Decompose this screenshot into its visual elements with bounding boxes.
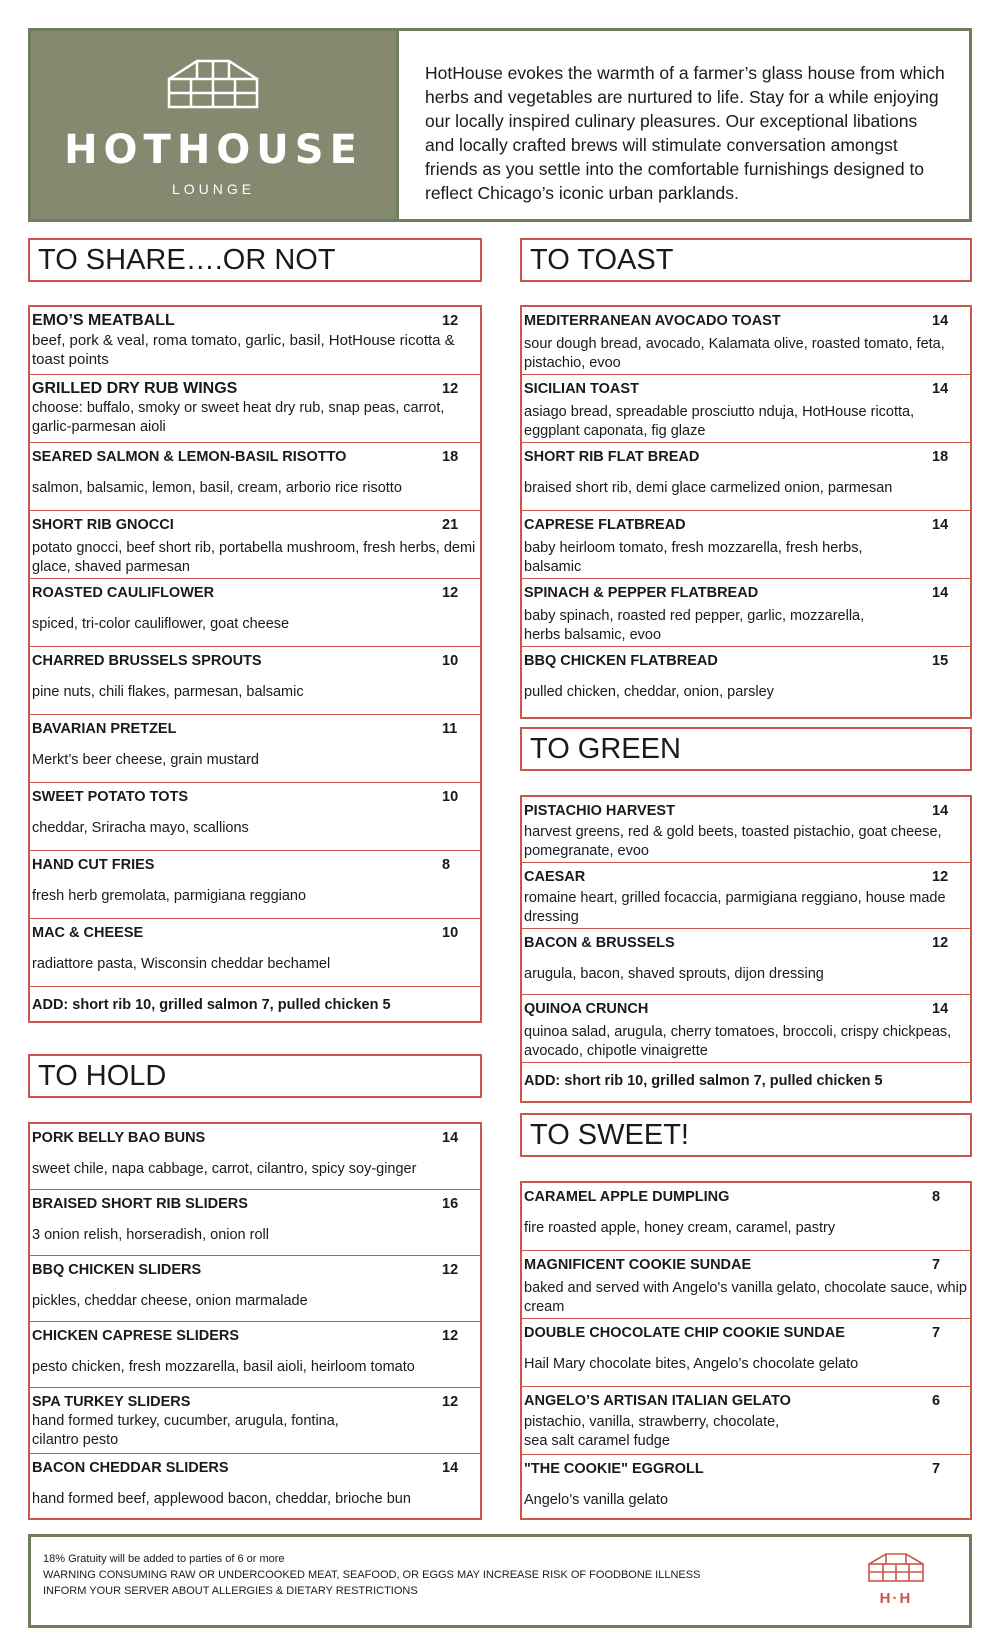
- menu-item: [30, 1190, 480, 1256]
- item-description: pesto chicken, fresh mozzarella, basil aioli, heirloom tomato: [32, 1359, 415, 1375]
- section-heading-toast: TO TOAST: [520, 238, 972, 282]
- menu-item: [30, 443, 480, 511]
- menu-item: [30, 1256, 480, 1322]
- item-description: potato gnocci, beef short rib, portabella mushroom, fresh herbs, demi glace, shaved parmesan: [32, 540, 476, 575]
- item-price: 12: [442, 313, 459, 329]
- footer-logo-text: H·H: [879, 1590, 913, 1607]
- item-name: ANGELO’S ARTISAN ITALIAN GELATO: [524, 1393, 791, 1409]
- item-description: fire roasted apple, honey cream, caramel, pastry: [524, 1220, 836, 1236]
- menu-item: [30, 1322, 480, 1388]
- menu-item: [522, 863, 970, 929]
- share-menu-box: [28, 305, 482, 1023]
- item-description: sour dough bread, avocado, Kalamata olive, roasted tomato, feta, pistachio, evoo: [524, 336, 945, 371]
- item-price: 16: [442, 1196, 459, 1212]
- item-description: 3 onion relish, horseradish, onion roll: [32, 1227, 269, 1243]
- item-name: CHARRED BRUSSELS SPROUTS: [32, 653, 262, 669]
- header-banner: [28, 28, 972, 222]
- footer-logo: [863, 1551, 929, 1607]
- menu-item: [30, 715, 480, 783]
- item-name: "THE COOKIE" EGGROLL: [524, 1461, 704, 1477]
- item-price: 12: [932, 935, 949, 951]
- item-description: pickles, cheddar cheese, onion marmalade: [32, 1293, 308, 1309]
- item-price: 12: [442, 585, 459, 601]
- menu-item: [30, 375, 480, 443]
- menu-item: [522, 579, 970, 647]
- intro-blurb: HotHouse evokes the warmth of a farmer’s glass house from which herbs and vegetables are nurtured to life. Stay for a while enjoying our locally inspired culinary pleasures. Our exceptional libations and locally crafted brews will stimulate conversation amongst friends as you settle into the comfortable furnishings designed to reflect Chicago’s iconic urban parklands.: [396, 31, 969, 219]
- item-name: DOUBLE CHOCOLATE CHIP COOKIE SUNDAE: [524, 1325, 845, 1341]
- item-price: 15: [932, 653, 949, 669]
- item-price: 7: [932, 1325, 941, 1341]
- logo-subtitle: LOUNGE: [171, 181, 256, 197]
- item-price: 21: [442, 517, 459, 533]
- item-description: asiago bread, spreadable prosciutto nduja, HotHouse ricotta, eggplant caponata, fig glaze: [524, 404, 915, 439]
- menu-item: [522, 995, 970, 1063]
- item-price: 12: [442, 381, 459, 397]
- menu-item: [522, 1455, 970, 1518]
- item-price: 8: [932, 1189, 941, 1205]
- menu-item: [522, 307, 970, 375]
- menu-item: [30, 919, 480, 987]
- item-description: Hail Mary chocolate bites, Angelo’s chocolate gelato: [524, 1356, 859, 1372]
- item-price: 7: [932, 1257, 941, 1273]
- item-name: SPINACH & PEPPER FLATBREAD: [524, 585, 759, 601]
- item-name: QUINOA CRUNCH: [524, 1001, 649, 1017]
- item-name: BACON CHEDDAR SLIDERS: [32, 1460, 229, 1476]
- item-description: harvest greens, red & gold beets, toasted pistachio, goat cheese, pomegranate, evoo: [524, 824, 942, 859]
- item-name: EMO’S MEATBALL: [32, 312, 175, 329]
- item-name: CARAMEL APPLE DUMPLING: [524, 1189, 730, 1205]
- item-name: SPA TURKEY SLIDERS: [32, 1394, 191, 1410]
- menu-item: [30, 307, 480, 375]
- item-description: pistachio, vanilla, strawberry, chocolate, sea salt caramel fudge: [524, 1414, 780, 1449]
- item-price: 8: [442, 857, 451, 873]
- item-price: 18: [932, 449, 949, 465]
- item-name: BBQ CHICKEN SLIDERS: [32, 1262, 202, 1278]
- item-description: baby heirloom tomato, fresh mozzarella, fresh herbs, balsamic: [524, 540, 863, 575]
- item-name: BACON & BRUSSELS: [524, 935, 675, 951]
- item-description: fresh herb gremolata, parmigiana reggiano: [32, 888, 307, 904]
- menu-item: [30, 1124, 480, 1190]
- item-description: baked and served with Angelo's vanilla gelato, chocolate sauce, whip cream: [524, 1280, 967, 1315]
- item-name: SEARED SALMON & LEMON-BASIL RISOTTO: [32, 449, 347, 465]
- item-price: 12: [442, 1262, 459, 1278]
- item-description: pine nuts, chili flakes, parmesan, balsamic: [32, 684, 304, 700]
- item-name: CHICKEN CAPRESE SLIDERS: [32, 1328, 240, 1344]
- item-description: sweet chile, napa cabbage, carrot, cilantro, spicy soy-ginger: [32, 1161, 417, 1177]
- menu-item: [522, 797, 970, 863]
- toast-menu-box: [520, 305, 972, 719]
- item-name: ROASTED CAULIFLOWER: [32, 585, 215, 601]
- item-description: hand formed turkey, cucumber, arugula, fontina, cilantro pesto: [32, 1413, 339, 1448]
- item-name: MAC & CHEESE: [32, 925, 144, 941]
- sweet-menu-box: [520, 1181, 972, 1520]
- gratuity-note: 18% Gratuity will be added to parties of 6 or more: [43, 1553, 285, 1565]
- logo-title: HOTHOUSE: [64, 127, 363, 173]
- item-name: GRILLED DRY RUB WINGS: [32, 380, 238, 397]
- menu-item: [30, 579, 480, 647]
- add-ons-note: ADD: short rib 10, grilled salmon 7, pulled chicken 5: [524, 1073, 883, 1089]
- add-ons-note: ADD: short rib 10, grilled salmon 7, pulled chicken 5: [32, 997, 391, 1013]
- item-description: spiced, tri-color cauliflower, goat cheese: [32, 616, 290, 632]
- hothouse-logo: [31, 31, 396, 219]
- item-price: 7: [932, 1461, 941, 1477]
- item-name: PORK BELLY BAO BUNS: [32, 1130, 206, 1146]
- item-description: arugula, bacon, shaved sprouts, dijon dressing: [524, 966, 824, 982]
- raw-food-warning: WARNING CONSUMING RAW OR UNDERCOOKED MEAT, SEAFOOD, OR EGGS MAY INCREASE RISK OF FOODBONE ILLNESS: [43, 1569, 701, 1581]
- item-name: SWEET POTATO TOTS: [32, 789, 189, 805]
- menu-item: [30, 783, 480, 851]
- glasshouse-icon: [163, 57, 263, 111]
- item-name: SICILIAN TOAST: [524, 381, 639, 397]
- menu-item: [522, 1183, 970, 1251]
- item-price: 14: [932, 313, 949, 329]
- footer-text: [43, 1551, 700, 1599]
- item-description: cheddar, Sriracha mayo, scallions: [32, 820, 249, 836]
- item-name: BBQ CHICKEN FLATBREAD: [524, 653, 718, 669]
- item-price: 12: [932, 869, 949, 885]
- menu-item: [522, 375, 970, 443]
- item-price: 10: [442, 925, 459, 941]
- item-description: pulled chicken, cheddar, onion, parsley: [524, 684, 774, 700]
- item-name: BAVARIAN PRETZEL: [32, 721, 177, 737]
- item-name: SHORT RIB FLAT BREAD: [524, 449, 700, 465]
- item-name: CAESAR: [524, 869, 586, 885]
- menu-item: [522, 511, 970, 579]
- item-price: 10: [442, 789, 459, 805]
- section-heading-sweet: TO SWEET!: [520, 1113, 972, 1157]
- item-description: Merkt’s beer cheese, grain mustard: [32, 752, 260, 768]
- section-heading-share: TO SHARE….OR NOT: [28, 238, 482, 282]
- item-description: braised short rib, demi glace carmelized onion, parmesan: [524, 480, 893, 496]
- item-price: 12: [442, 1328, 459, 1344]
- item-price: 14: [932, 585, 949, 601]
- menu-item: [522, 647, 970, 715]
- item-price: 14: [442, 1130, 459, 1146]
- menu-item: [522, 1251, 970, 1319]
- item-description: beef, pork & veal, roma tomato, garlic, basil, HotHouse ricotta & toast points: [32, 332, 455, 368]
- allergy-note: INFORM YOUR SERVER ABOUT ALLERGIES & DIETARY RESTRICTIONS: [43, 1585, 418, 1597]
- menu-item: [30, 647, 480, 715]
- item-name: BRAISED SHORT RIB SLIDERS: [32, 1196, 248, 1212]
- menu-item: [522, 443, 970, 511]
- item-price: 11: [442, 721, 458, 737]
- item-name: CAPRESE FLATBREAD: [524, 517, 686, 533]
- hold-menu-box: [28, 1122, 482, 1520]
- section-heading-green: TO GREEN: [520, 727, 972, 771]
- item-description: radiattore pasta, Wisconsin cheddar bechamel: [32, 956, 331, 972]
- glasshouse-icon: [866, 1551, 926, 1583]
- item-name: PISTACHIO HARVEST: [524, 803, 675, 819]
- item-name: SHORT RIB GNOCCI: [32, 517, 174, 533]
- item-description: choose: buffalo, smoky or sweet heat dry rub, snap peas, carrot, garlic-parmesan aioli: [32, 400, 445, 435]
- menu-item: [30, 1388, 480, 1454]
- item-description: hand formed beef, applewood bacon, cheddar, brioche bun: [32, 1491, 411, 1507]
- item-name: HAND CUT FRIES: [32, 857, 155, 873]
- footer-notice: [28, 1534, 972, 1628]
- item-description: romaine heart, grilled focaccia, parmigiana reggiano, house made dressing: [524, 890, 946, 925]
- item-description: baby spinach, roasted red pepper, garlic, mozzarella, herbs balsamic, evoo: [524, 608, 865, 643]
- item-price: 14: [442, 1460, 459, 1476]
- item-price: 14: [932, 803, 949, 819]
- green-menu-box: [520, 795, 972, 1103]
- item-price: 10: [442, 653, 459, 669]
- item-price: 14: [932, 1001, 949, 1017]
- menu-item: [522, 1387, 970, 1455]
- item-description: quinoa salad, arugula, cherry tomatoes, broccoli, crispy chickpeas, avocado, chipotle vinaigrette: [524, 1024, 952, 1059]
- section-heading-hold: TO HOLD: [28, 1054, 482, 1098]
- item-price: 14: [932, 381, 949, 397]
- item-price: 6: [932, 1393, 941, 1409]
- item-description: Angelo’s vanilla gelato: [524, 1492, 669, 1508]
- item-price: 18: [442, 449, 459, 465]
- item-name: MAGNIFICENT COOKIE SUNDAE: [524, 1257, 752, 1273]
- menu-item: [30, 511, 480, 579]
- menu-item: [522, 929, 970, 995]
- item-description: salmon, balsamic, lemon, basil, cream, arborio rice risotto: [32, 480, 402, 496]
- menu-item: [522, 1319, 970, 1387]
- item-name: MEDITERRANEAN AVOCADO TOAST: [524, 313, 781, 329]
- menu-item: [30, 1454, 480, 1518]
- menu-item: [30, 851, 480, 919]
- item-price: 14: [932, 517, 949, 533]
- item-price: 12: [442, 1394, 459, 1410]
